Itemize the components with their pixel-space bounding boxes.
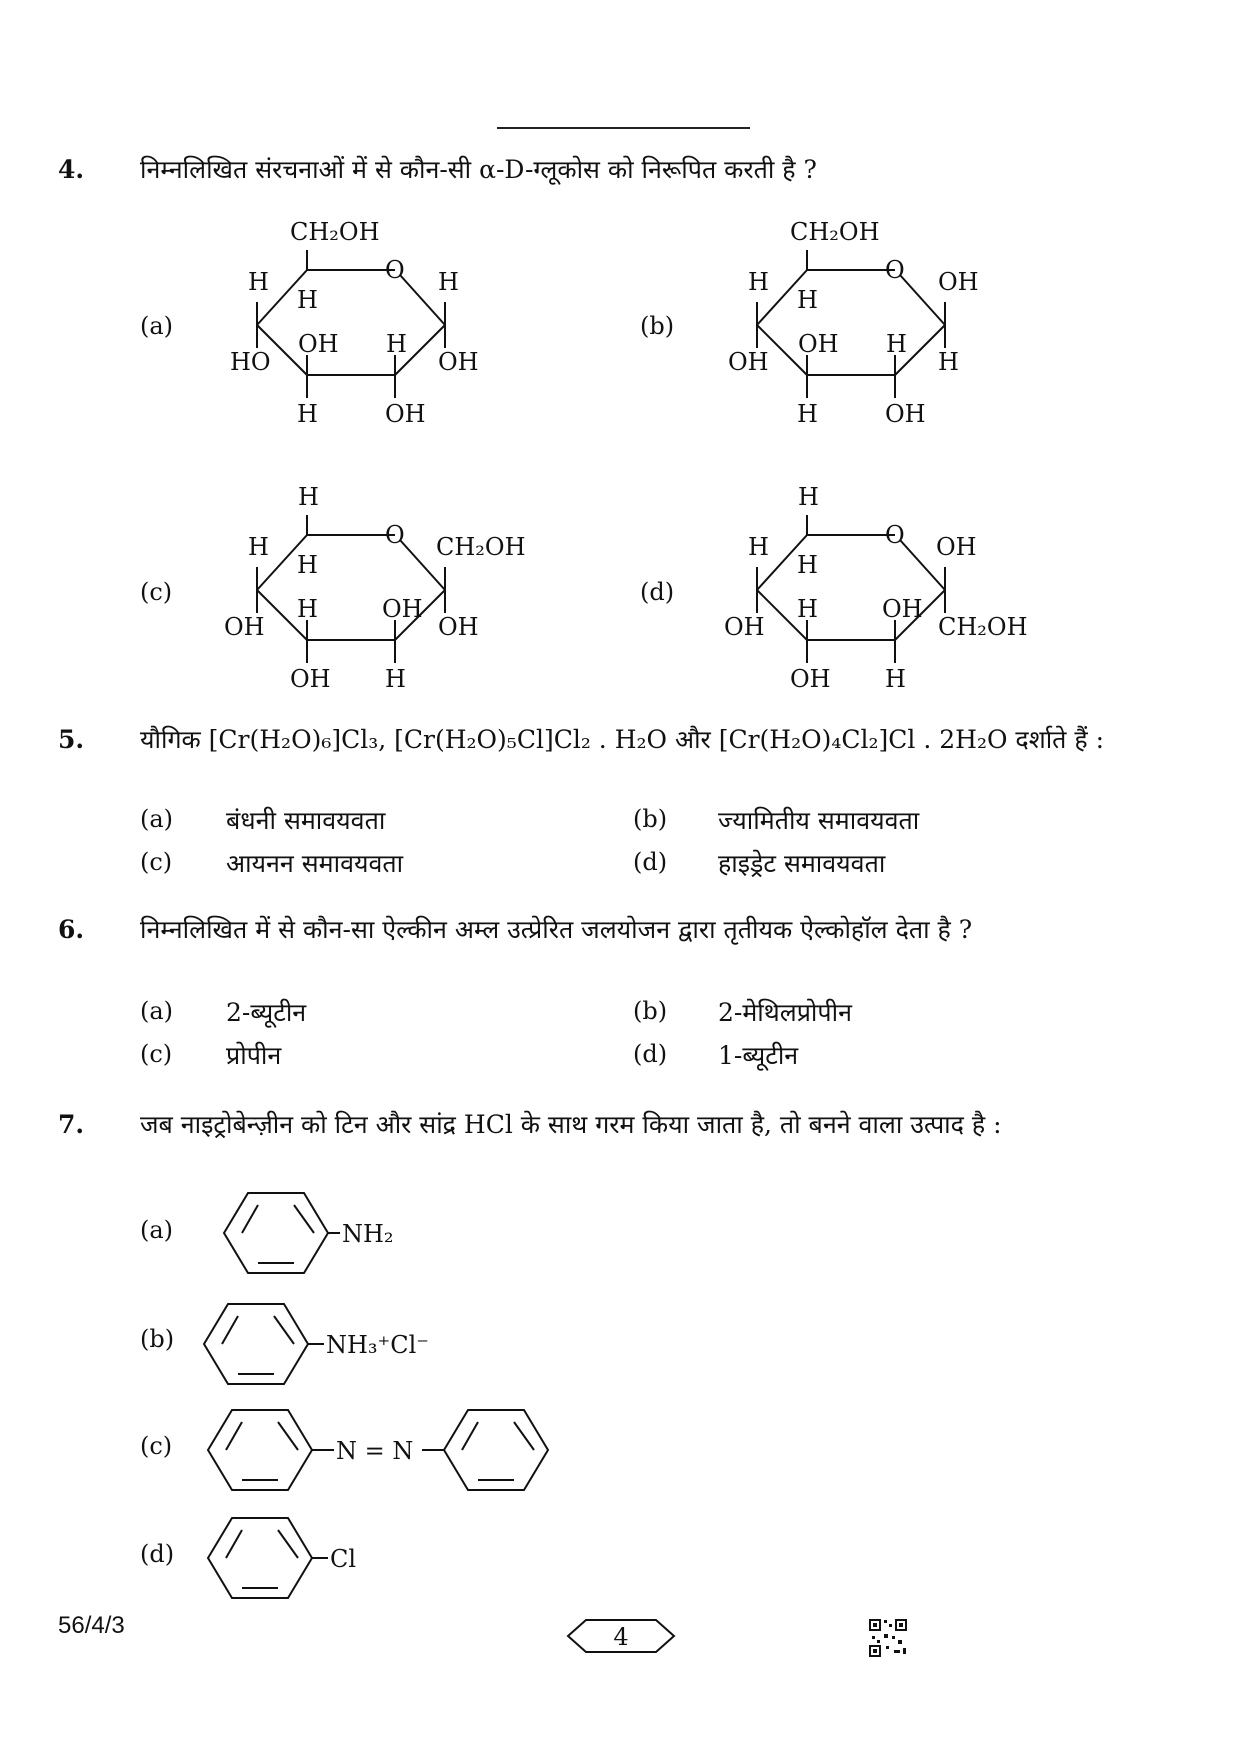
top-rule	[497, 127, 750, 129]
svg-text:OH: OH	[938, 268, 979, 296]
question-4-text: निम्नलिखित संरचनाओं में से कौन-सी α-D-ग्लूकोस को निरूपित करती है ?	[140, 155, 817, 184]
svg-text:H: H	[886, 330, 907, 358]
paper-code: 56/4/3	[58, 1612, 125, 1639]
svg-text:H: H	[248, 533, 269, 561]
a-top-group: CH₂OH	[290, 218, 380, 246]
q7-option-d-structure	[200, 1510, 400, 1610]
svg-text:OH: OH	[790, 665, 831, 693]
svg-text:H: H	[297, 595, 318, 623]
q6-option-a-text: 2-ब्यूटीन	[226, 998, 307, 1027]
svg-text:OH: OH	[798, 330, 839, 358]
svg-text:Cl: Cl	[330, 1545, 357, 1573]
svg-text:H: H	[797, 286, 818, 314]
svg-text:OH: OH	[882, 595, 923, 623]
question-5-number: 5.	[58, 725, 85, 754]
q7-option-a-label: (a)	[140, 1216, 174, 1244]
q5-option-a-text: बंधनी समावयवता	[226, 806, 386, 835]
svg-text:H: H	[248, 268, 269, 296]
question-4-number: 4.	[58, 155, 85, 184]
svg-text:OH: OH	[728, 348, 769, 376]
q7-option-a-structure	[200, 1185, 420, 1285]
svg-text:NH₃⁺Cl⁻: NH₃⁺Cl⁻	[326, 1331, 429, 1359]
svg-text:OH: OH	[290, 665, 331, 693]
svg-text:H: H	[298, 483, 319, 511]
svg-text:CH₂OH: CH₂OH	[938, 613, 1028, 641]
q7-option-c-label: (c)	[140, 1432, 173, 1460]
q4-option-b-structure	[710, 210, 1010, 440]
svg-text:OH: OH	[382, 595, 423, 623]
q4-option-a-structure	[210, 210, 510, 440]
svg-text:CH₂OH: CH₂OH	[790, 218, 880, 246]
question-7-text: जब नाइट्रोबेन्ज़ीन को टिन और सांद्र HCl के साथ गरम किया जाता है, तो बनने वाला उत्पाद है :	[140, 1110, 1002, 1139]
q7-option-b-label: (b)	[140, 1325, 175, 1353]
svg-text:OH: OH	[385, 400, 426, 428]
question-7-number: 7.	[58, 1110, 85, 1139]
q5-option-d-text: हाइड्रेट समावयवता	[718, 849, 886, 878]
svg-text:H: H	[797, 400, 818, 428]
q4-option-c-label: (c)	[140, 578, 173, 606]
svg-text:H: H	[386, 330, 407, 358]
q4-option-d-label: (d)	[640, 578, 675, 606]
q4-option-d-structure	[710, 475, 1050, 705]
svg-text:OH: OH	[298, 330, 339, 358]
q6-option-c-label: (c)	[140, 1040, 173, 1068]
q4-option-a-label: (a)	[140, 312, 174, 340]
svg-text:O: O	[385, 521, 405, 549]
q5-option-c-label: (c)	[140, 848, 173, 876]
q7-option-b-structure	[196, 1296, 456, 1396]
question-6-text: निम्नलिखित में से कौन-सा ऐल्कीन अम्ल उत्प्रेरित जलयोजन द्वारा तृतीयक ऐल्कोहॉल देता है ?	[140, 915, 973, 944]
svg-text:H: H	[297, 286, 318, 314]
q7-option-c-structure	[200, 1402, 560, 1502]
page-number: 4	[613, 1623, 629, 1651]
svg-text:CH₂OH: CH₂OH	[436, 533, 526, 561]
svg-text:H: H	[798, 483, 819, 511]
svg-text:O: O	[885, 521, 905, 549]
svg-text:OH: OH	[224, 613, 265, 641]
page-number-box	[566, 1618, 676, 1654]
svg-text:OH: OH	[885, 400, 926, 428]
svg-text:NH₂: NH₂	[342, 1220, 394, 1248]
q6-option-d-text: 1-ब्यूटीन	[718, 1041, 799, 1070]
svg-text:OH: OH	[936, 533, 977, 561]
svg-text:H: H	[797, 551, 818, 579]
svg-text:N = N: N = N	[336, 1437, 414, 1465]
svg-text:O: O	[385, 256, 405, 284]
svg-text:H: H	[748, 268, 769, 296]
svg-text:H: H	[385, 665, 406, 693]
svg-text:OH: OH	[724, 613, 765, 641]
q5-option-b-text: ज्यामितीय समावयवता	[718, 806, 920, 835]
q5-option-b-label: (b)	[633, 805, 668, 833]
svg-text:OH: OH	[438, 348, 479, 376]
svg-text:O: O	[885, 256, 905, 284]
qr-code-icon	[868, 1618, 908, 1658]
question-5-text: यौगिक [Cr(H₂O)₆]Cl₃, [Cr(H₂O)₅Cl]Cl₂ . H₂O और [Cr(H₂O)₄Cl₂]Cl . 2H₂O दर्शाते हैं :	[140, 725, 1105, 754]
svg-text:H: H	[748, 533, 769, 561]
q6-option-b-text: 2-मेथिलप्रोपीन	[718, 998, 852, 1027]
svg-text:H: H	[797, 595, 818, 623]
svg-text:HO: HO	[230, 348, 271, 376]
q5-option-c-text: आयनन समावयवता	[226, 849, 404, 878]
q6-option-b-label: (b)	[633, 997, 668, 1025]
q6-option-a-label: (a)	[140, 997, 174, 1025]
svg-text:H: H	[297, 400, 318, 428]
q5-option-a-label: (a)	[140, 805, 174, 833]
q5-option-d-label: (d)	[633, 848, 668, 876]
svg-text:H: H	[885, 665, 906, 693]
q7-option-d-label: (d)	[140, 1540, 175, 1568]
q4-option-c-structure	[210, 475, 550, 705]
svg-text:H: H	[438, 268, 459, 296]
svg-text:H: H	[938, 348, 959, 376]
question-6-number: 6.	[58, 915, 85, 944]
q4-option-b-label: (b)	[640, 312, 675, 340]
q6-option-d-label: (d)	[633, 1040, 668, 1068]
svg-text:H: H	[297, 551, 318, 579]
svg-text:OH: OH	[438, 613, 479, 641]
q6-option-c-text: प्रोपीन	[226, 1041, 282, 1070]
